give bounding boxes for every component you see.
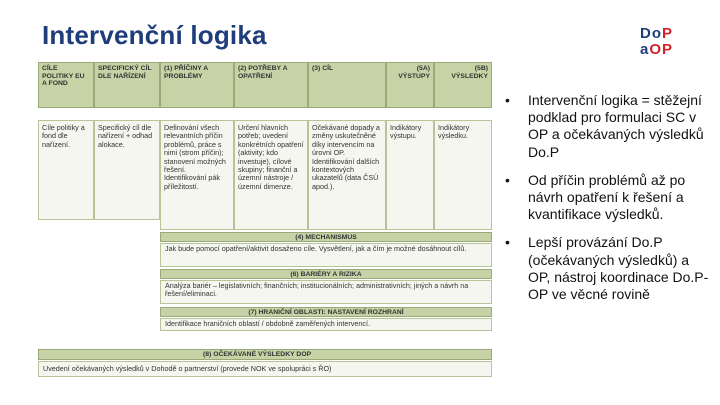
bullet-dot-icon: • [505, 234, 510, 251]
logo-op: OP [649, 41, 674, 58]
bullet-text: Intervenční logika = stěžejní podklad pro formulaci SC v OP a očekávaných výsledků Do.P [528, 92, 704, 160]
header-eu-policy: CÍLE POLITIKY EU A FOND [38, 62, 94, 108]
boundary-title: (7) HRANIČNÍ OBLASTI: NASTAVENÍ ROZHRANÍ [160, 307, 492, 317]
cell-causes: Definování všech relevantních příčin problémů, práce s nimi (strom příčin); stanovení možných řešení. Identifikování pák příležitostí. [160, 120, 234, 230]
boundary-text: Identifikace hraničních oblastí / obdobně zaměřených intervencí. [160, 318, 492, 331]
header-goal: (3) CÍL [308, 62, 386, 108]
cell-needs: Určení hlavních potřeb; uvedení konkrétních opatření (aktivity; kdo investuje), cílové skupiny; finanční a územní nástroje / územní dimenze. [234, 120, 308, 230]
barriers-text: Analýza bariér – legislativních; finančních; institucionálních; administrativních; jiných a návrh na řešení/eliminaci. [160, 280, 492, 304]
expected-text: Uvedení očekávaných výsledků v Dohodě o partnerství (provede NOK ve spolupráci s ŘO) [38, 361, 492, 377]
bullet-dot-icon: • [505, 171, 510, 188]
cell-results: Indikátory výsledku. [434, 120, 492, 230]
barriers-title: (6) BARIÉRY A RIZIKA [160, 269, 492, 279]
logo-a: a [640, 41, 650, 58]
bullet-list [505, 92, 710, 314]
bullet-text: Od příčin problémů až po návrh opatření k řešení a kvantifikace výsledků. [528, 171, 686, 223]
cell-eu-policy: Cíle politiky a fond dle nařízení. [38, 120, 94, 220]
bullet-item [505, 234, 710, 303]
bullet-dot-icon: • [505, 92, 510, 108]
header-needs: (2) POTŘEBY A OPATŘENÍ [234, 62, 308, 108]
mechanism-title: (4) MECHANISMUS [160, 232, 492, 242]
mechanism-text: Jak bude pomocí opatření/aktivit dosaženo cíle. Vysvětlení, jak a čím je možné dosáhnout cílů. [160, 243, 492, 267]
header-outputs: (5A) VÝSTUPY [386, 62, 434, 108]
cell-goal: Očekávané dopady a změny uskutečněné díky intervencím na úrovni OP. Identifikování dalších kontextových ukazatelů (data ČSÚ apod.). [308, 120, 386, 230]
cell-specific-objective: Specifický cíl dle nařízení + odhad alokace. [94, 120, 160, 220]
header-results: (5B) VÝSLEDKY [434, 62, 492, 108]
cell-outputs: Indikátory výstupu. [386, 120, 434, 230]
expected-title: (8) OČEKÁVANÉ VÝSLEDKY DOP [38, 349, 492, 360]
header-causes: (1) PŘÍČINY A PROBLÉMY [160, 62, 234, 108]
dop-logo [640, 26, 680, 58]
bullet-item [505, 92, 710, 161]
header-specific-objective: SPECIFICKÝ CÍL DLE NAŘÍZENÍ [94, 62, 160, 108]
slide-title: Intervenční logika [42, 20, 267, 50]
logo-p: P [662, 25, 674, 42]
bullet-item [505, 172, 710, 224]
bullet-text: Lepší provázání Do.P (očekávaných výsledků) a OP, nástroj koordinace Do.P-OP ve věcné rovině [528, 234, 709, 303]
intervention-logic-table [38, 62, 492, 382]
logo-do: Do [640, 25, 662, 42]
